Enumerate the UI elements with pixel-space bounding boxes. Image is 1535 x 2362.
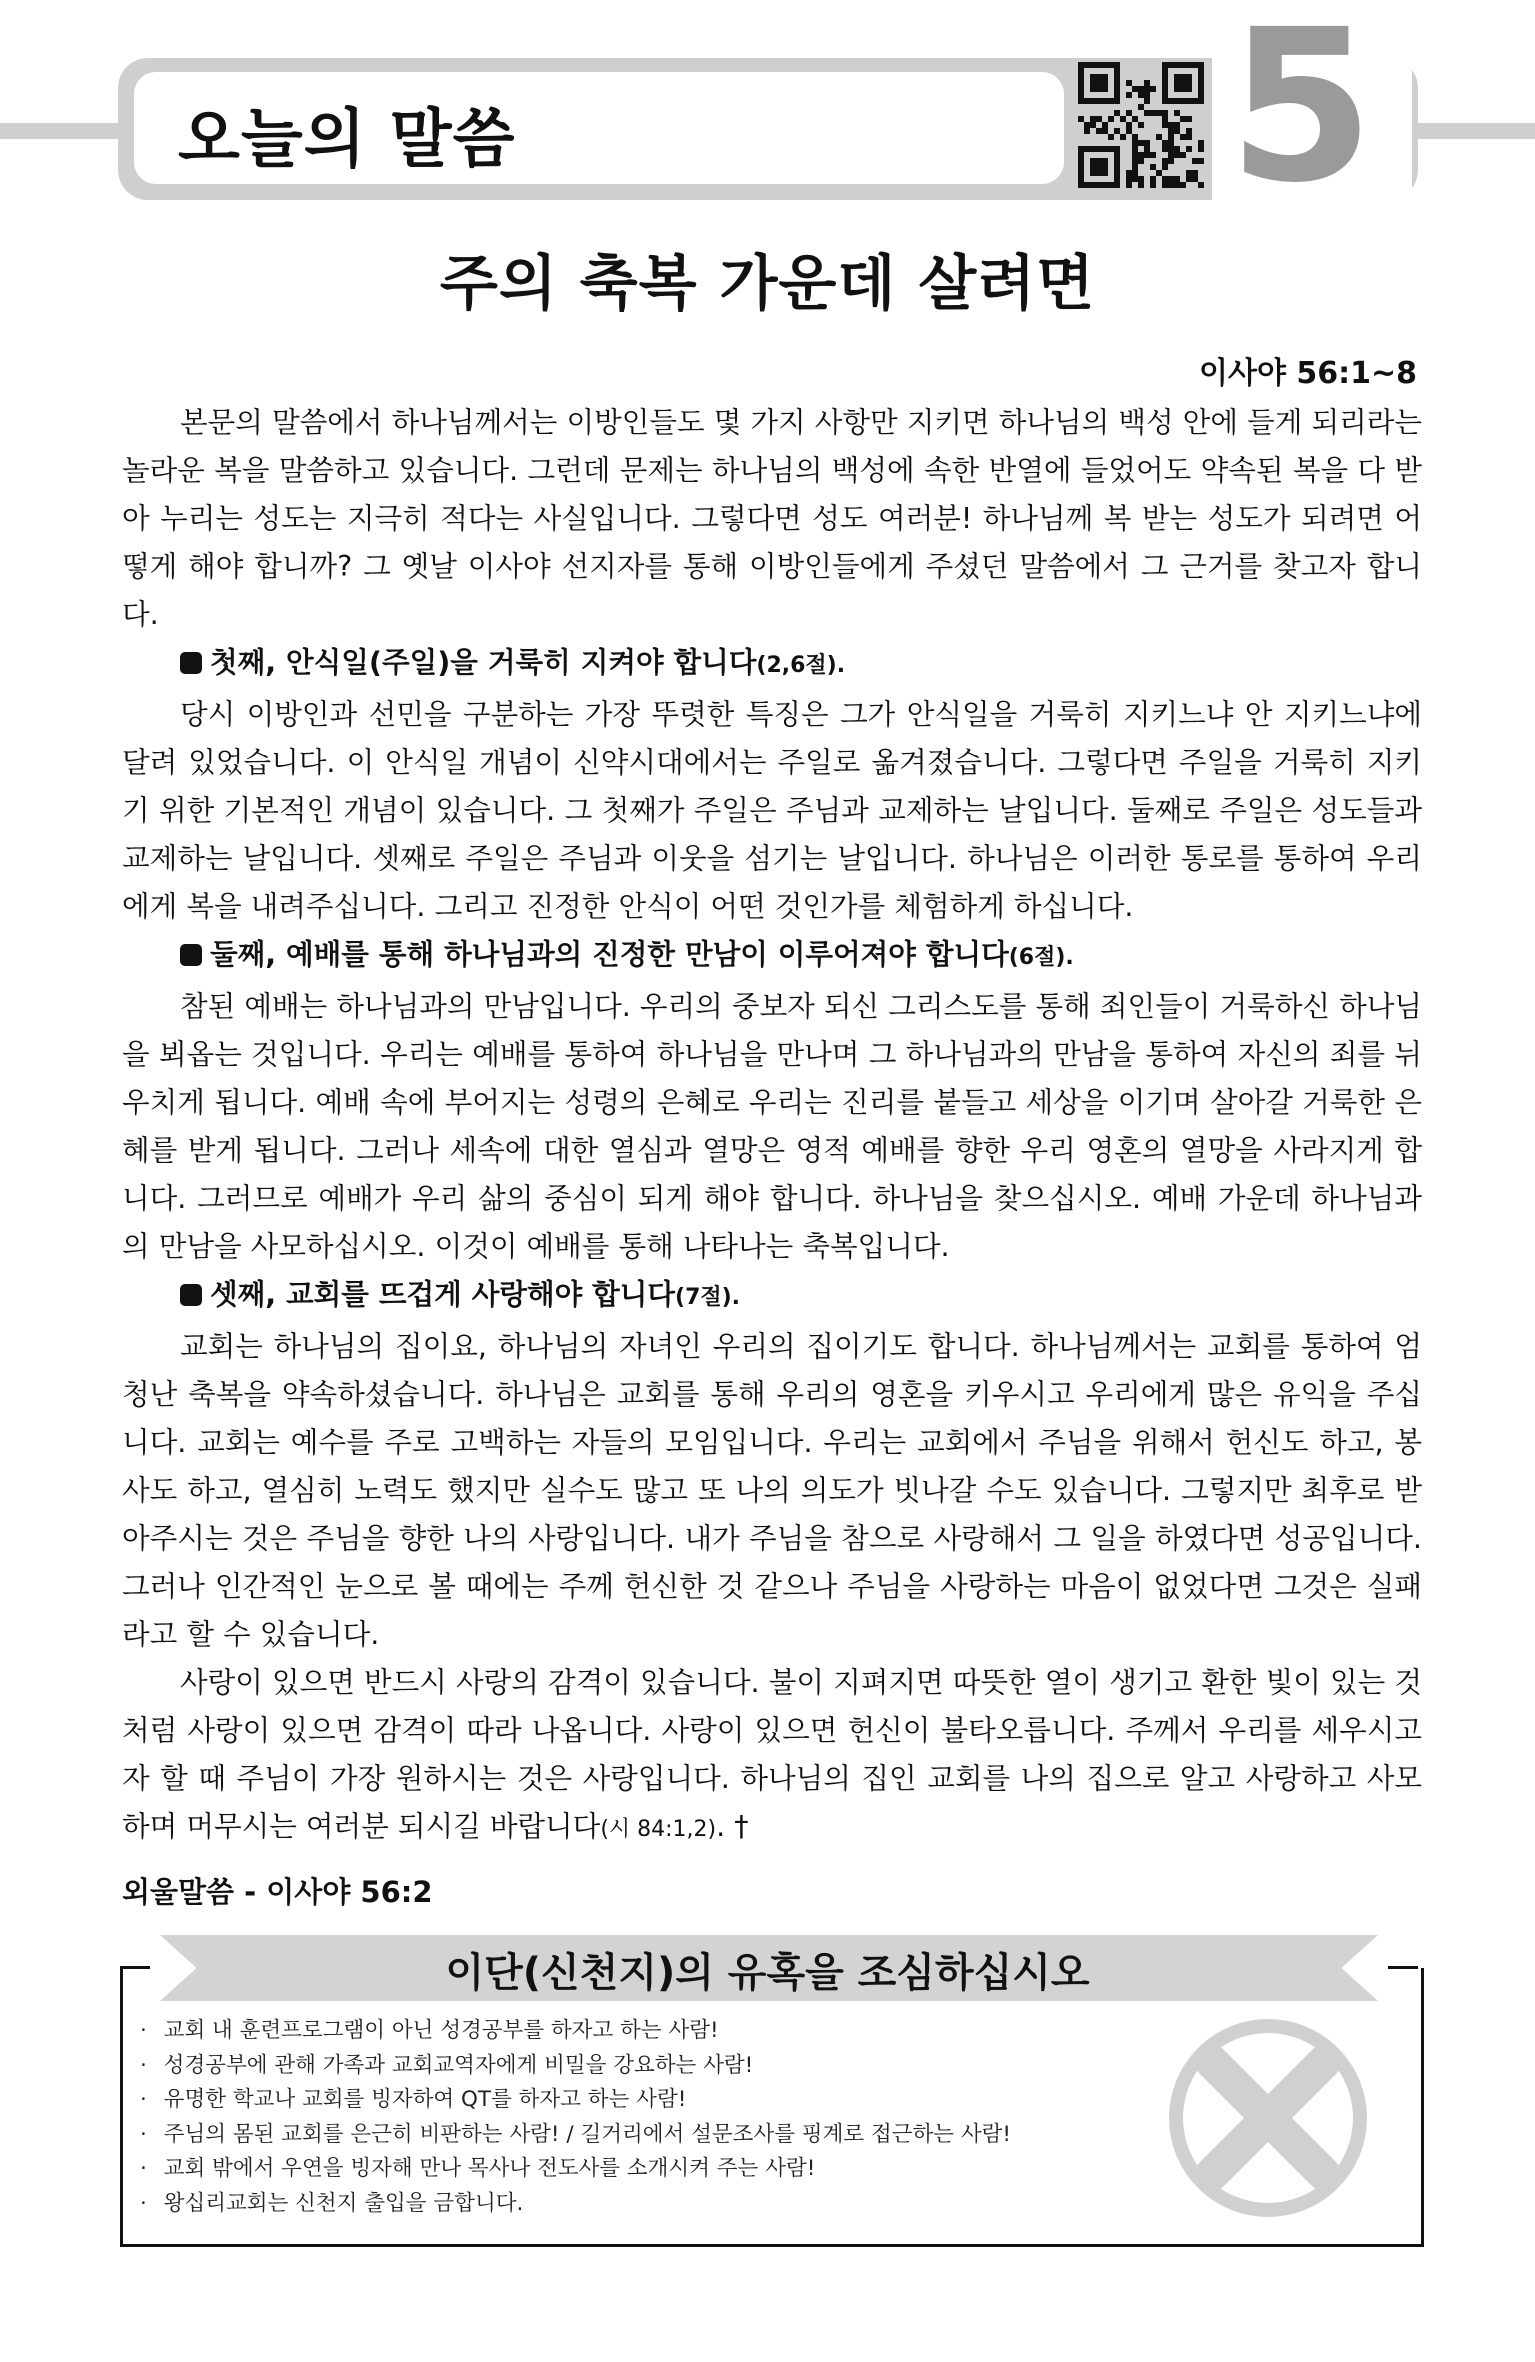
list-item: · 교회 내 훈련프로그램이 아닌 성경공부를 하자고 하는 사람!	[140, 2014, 1160, 2049]
point-heading-3	[122, 1270, 1422, 1322]
memory-verse: 외울말씀 - 이사야 56:2	[122, 1875, 433, 1909]
point-3-text: 셋째, 교회를 뜨겁게 사랑해야 합니다	[210, 1277, 676, 1311]
qr-module	[1114, 182, 1120, 188]
list-item: · 교회 밖에서 우연을 빙자해 만나 목사나 전도사를 소개시켜 주는 사람!	[140, 2152, 1160, 2187]
qr-module	[1084, 128, 1090, 134]
qr-module	[1102, 86, 1108, 92]
qr-module	[1180, 182, 1186, 188]
list-item: · 왕십리교회는 신천지 출입을 금합니다.	[140, 2187, 1160, 2222]
qr-module	[1150, 152, 1156, 158]
square-bullet-icon	[180, 1284, 202, 1306]
point-2-ref: (6절).	[1008, 945, 1074, 970]
qr-module	[1126, 182, 1132, 188]
square-bullet-icon	[180, 944, 202, 966]
qr-module	[1198, 146, 1204, 152]
qr-module	[1198, 98, 1204, 104]
qr-module	[1108, 116, 1114, 122]
sermon-title: 주의 축복 가운데 살려면	[439, 249, 1096, 319]
forbidden-x-icon	[1168, 2018, 1368, 2218]
qr-module	[1198, 158, 1204, 164]
square-bullet-icon	[180, 652, 202, 674]
qr-module	[1102, 170, 1108, 176]
qr-module	[1150, 86, 1156, 92]
qr-module	[1186, 116, 1192, 122]
point-2-body: 참된 예배는 하나님과의 만남입니다. 우리의 중보자 되신 그리스도를 통해 죄인들이 거룩하신 하나님을 뵈옵는 것입니다. 우리는 예배를 통하여 하나님을 만나며 그 하나님과의 만남을 통하여 자신의 죄를 뉘우치게 됩니다. 예배 속에 부어지는 성령의 은혜로 우리는 진리를 붙들고 세상을 이기며 살아갈 거룩한 은혜를 받게 됩니다. 그러나 세속에 대한 열심과 열망은 영적 예배를 향한 우리 영혼의 열망을 사라지게 합니다. 그러므로 예배가 우리 삶의 중심이 되게 해야 합니다. 하나님을 찾으십시오. 예배 가운데 하나님과의 만남을 사모하십시오. 이것이 예배를 통해 나타나는 축복입니다.	[122, 989, 1422, 1263]
point-2-text: 둘째, 예배를 통해 하나님과의 진정한 만남이 이루어져야 합니다	[210, 937, 1009, 971]
qr-module	[1186, 86, 1192, 92]
point-1-text: 첫째, 안식일(주일)을 거룩히 지켜야 합니다	[210, 645, 757, 679]
qr-module	[1114, 98, 1120, 104]
qr-module	[1150, 182, 1156, 188]
page-title: 오늘의 말씀	[178, 103, 516, 177]
closing-ref: (시 84:1,2)	[600, 1817, 717, 1842]
point-3-ref: (7절).	[675, 1285, 741, 1310]
point-heading-1	[122, 638, 1422, 690]
point-1-body: 당시 이방인과 선민을 구분하는 가장 뚜렷한 특징은 그가 안식일을 거룩히 지키느냐 안 지키느냐에 달려 있었습니다. 이 안식일 개념이 신약시대에서는 주일로 옮겨졌습니다. 그렇다면 주일을 거룩히 지키기 위한 기본적인 개념이 있습니다. 그 첫째가 주일은 주님과 교제하는 날입니다. 둘째로 주일은 성도들과 교제하는 날입니다. 셋째로 주일은 주님과 이웃을 섬기는 날입니다. 하나님은 이러한 통로를 통하여 우리에게 복을 내려주십니다. 그리고 진정한 안식이 어떤 것인가를 체험하게 하십니다.	[122, 697, 1422, 923]
scripture-reference: 이사야 56:1~8	[1198, 356, 1417, 391]
closing-text: 사랑이 있으면 반드시 사랑의 감격이 있습니다. 불이 지펴지면 따뜻한 열이 생기고 환한 빛이 있는 것처럼 사랑이 있으면 감격이 따라 나옵니다. 사랑이 있으면 헌신이 불타오릅니다. 주께서 우리를 세우시고자 할 때 주님이 가장 원하시는 것은 사랑입니다. 하나님의 집인 교회를 나의 집으로 알고 사랑하고 사모하며 머무시는 여러분 되시길 바랍니다	[122, 1665, 1422, 1843]
qr-module	[1198, 182, 1204, 188]
list-item: · 주님의 몸된 교회를 은근히 비판하는 사람! / 길거리에서 설문조사를 핑계로 접근하는 사람!	[140, 2118, 1160, 2153]
point-1-ref: (2,6절).	[756, 653, 846, 678]
sermon-body	[122, 398, 1422, 1854]
point-3-body: 교회는 하나님의 집이요, 하나님의 자녀인 우리의 집이기도 합니다. 하나님께서는 교회를 통하여 엄청난 축복을 약속하셨습니다. 하나님은 교회를 통해 우리의 영혼을 키우시고 우리에게 많은 유익을 주십니다. 교회는 예수를 주로 고백하는 자들의 모임입니다. 우리는 교회에서 주님을 위해서 헌신도 하고, 봉사도 하고, 열심히 노력도 했지만 실수도 많고 또 나의 의도가 빗나갈 수도 있습니다. 그렇지만 최후로 받아주시는 것은 주님을 향한 나의 사랑입니다. 내가 주님을 참으로 사랑해서 그 일을 하였다면 성공입니다. 그러나 인간적인 눈으로 볼 때에는 주께 헌신한 것 같으나 주님을 사랑하는 마음이 없었다면 그것은 실패라고 할 수 있습니다.	[122, 1329, 1422, 1651]
qr-module	[1180, 152, 1186, 158]
qr-module	[1144, 98, 1150, 104]
qr-module	[1120, 134, 1126, 140]
list-item: · 성경공부에 관해 가족과 교회교역자에게 비밀을 강요하는 사람!	[140, 2049, 1160, 2084]
sermon-closing	[122, 1658, 1422, 1854]
sermon-intro: 본문의 말씀에서 하나님께서는 이방인들도 몇 가지 사항만 지키면 하나님의 백성 안에 들게 되리라는 놀라운 복을 말씀하고 있습니다. 그런데 문제는 하나님의 백성에 속한 반열에 들었어도 약속된 복을 다 받아 누리는 성도는 지극히 적다는 사실입니다. 그렇다면 성도 여러분! 하나님께 복 받는 성도가 되려면 어떻게 해야 합니까? 그 옛날 이사야 선지자를 통해 이방인들에게 주셨던 말씀에서 그 근거를 찾고자 합니다.	[122, 405, 1422, 631]
qr-module	[1186, 146, 1192, 152]
closing-end: . †	[716, 1809, 749, 1843]
list-item: · 유명한 학교나 교회를 빙자하여 QT를 하자고 하는 사람!	[140, 2083, 1160, 2118]
qr-module	[1162, 164, 1168, 170]
qr-module	[1186, 134, 1192, 140]
point-heading-2	[122, 930, 1422, 982]
qr-code-icon[interactable]	[1078, 62, 1204, 188]
qr-module	[1138, 122, 1144, 128]
warning-list	[140, 2014, 1160, 2221]
qr-module	[1138, 158, 1144, 164]
qr-module	[1168, 158, 1174, 164]
qr-module	[1108, 134, 1114, 140]
issue-number: 5	[1228, 0, 1375, 229]
warning-title: 이단(신천지)의 유혹을 조심하십시오	[445, 1950, 1090, 1996]
qr-module	[1138, 182, 1144, 188]
qr-module	[1126, 92, 1132, 98]
